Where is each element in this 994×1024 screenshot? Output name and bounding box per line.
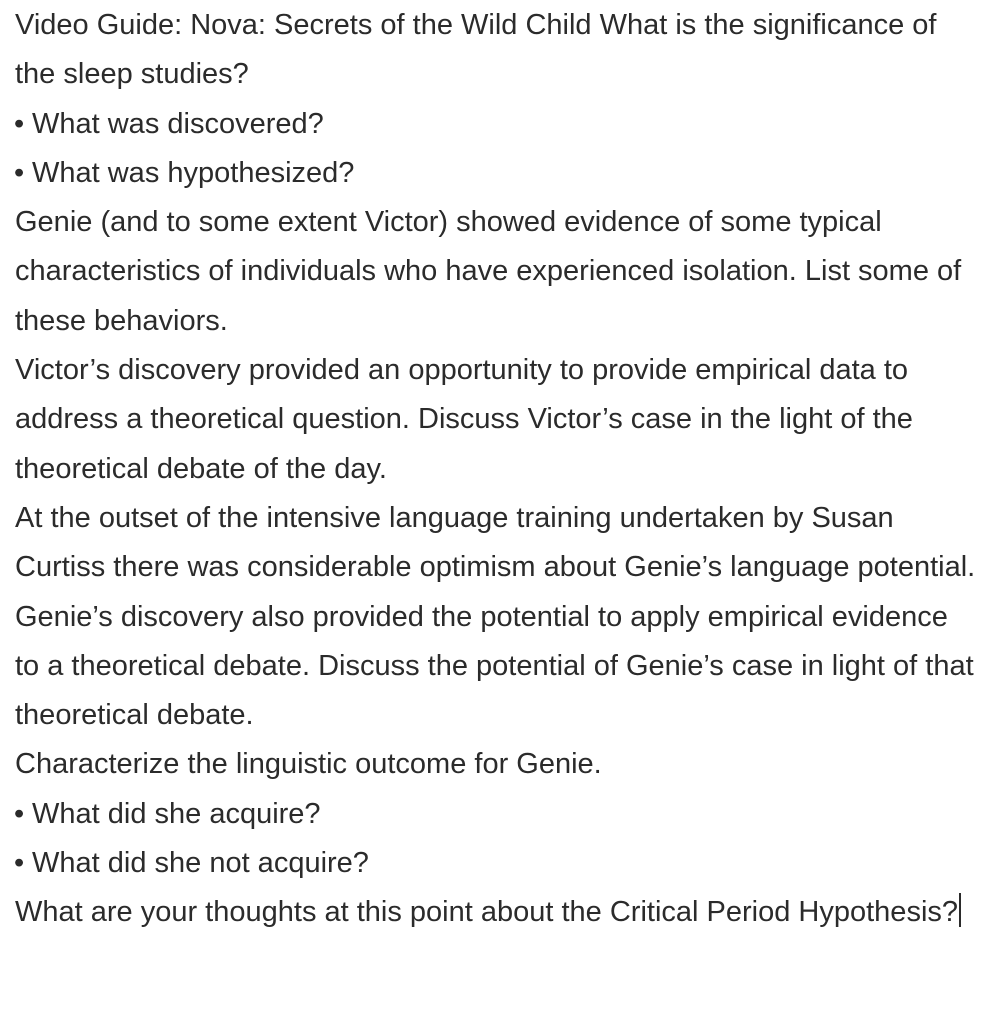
bullet-text: What was hypothesized? xyxy=(32,156,355,189)
bullet-item xyxy=(15,790,980,839)
paragraph-outcome: Characterize the linguistic outcome for Genie. xyxy=(15,748,602,781)
text-cursor xyxy=(959,893,961,927)
bullet-text: What did she acquire? xyxy=(32,797,321,830)
bullet-item xyxy=(15,839,980,888)
paragraph-critical-period-text: What are your thoughts at this point about the Critical Period Hypothesis? xyxy=(15,896,959,929)
paragraph-intro: Video Guide: Nova: Secrets of the Wild Child What is the significance of the sleep studies? xyxy=(15,9,937,91)
bullet-item xyxy=(15,100,980,149)
text-editor-area[interactable] xyxy=(15,0,980,938)
bullet-icon: • xyxy=(14,107,25,140)
paragraph-victor: Victor’s discovery provided an opportunity to provide empirical data to address a theoretical question. Discuss Victor’s case in the light of the theoretical debate of the day. xyxy=(15,354,913,485)
bullet-text: What did she not acquire? xyxy=(32,847,369,880)
paragraph-isolation: Genie (and to some extent Victor) showed evidence of some typical characteristics of individuals who have experienced isolation. List some of these behaviors. xyxy=(15,206,962,337)
bullet-text: What was discovered? xyxy=(32,107,324,140)
paragraph-critical-period xyxy=(15,888,980,937)
paragraph-genie: At the outset of the intensive language training undertaken by Susan Curtiss there was considerable optimism about Genie’s language potential. Genie’s discovery also provided the potential to apply empirical evidence to a theoretical debate. Discuss the potential of Genie’s case in light of that theoretical debate. xyxy=(15,501,976,732)
bullet-icon: • xyxy=(14,797,25,830)
bullet-icon: • xyxy=(14,156,25,189)
bullet-icon: • xyxy=(14,847,25,880)
bullet-item xyxy=(15,149,980,198)
